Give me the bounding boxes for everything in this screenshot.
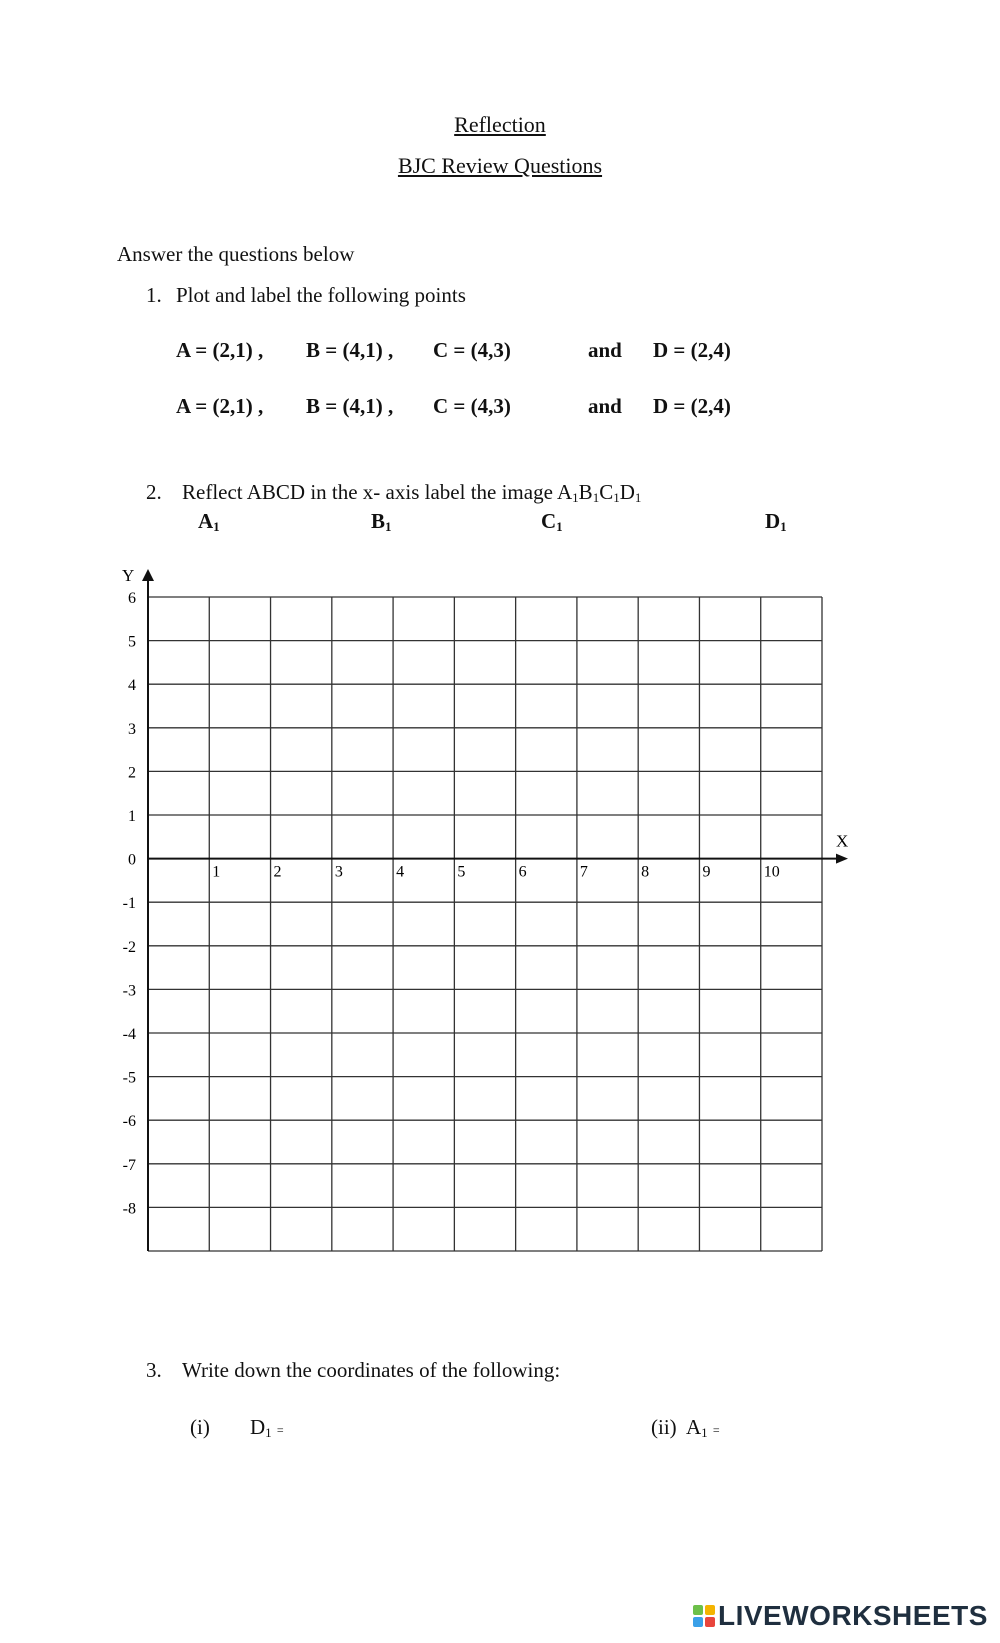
q2-number: 2. [146, 480, 162, 504]
x-tick-label: 9 [702, 863, 711, 881]
q3-number: 3. [146, 1358, 162, 1382]
q1-text: Plot and label the following points [176, 283, 466, 307]
y-tick-label: 2 [128, 764, 136, 782]
q1-row2-point-a: A = (2,1) , [176, 394, 264, 418]
y-tick-label: -2 [122, 938, 136, 956]
x-tick-label: 10 [763, 863, 780, 881]
logo-square-1 [693, 1605, 703, 1615]
y-tick-label: 5 [128, 633, 136, 651]
y-axis-arrow [142, 569, 154, 581]
q2-text: Reflect ABCD in the x- axis label the image $A_1B_1C_1D_1$ [182, 480, 642, 505]
liveworksheets-logo-icon [693, 1605, 715, 1627]
answer-label-b1: $B_1$ [371, 509, 392, 534]
instructions-text: Answer the questions below [117, 242, 355, 266]
x-axis-label: X [836, 831, 849, 851]
q3-text: Write down the coordinates of the following: [182, 1358, 561, 1382]
worksheet-subtitle: BJC Review Questions [397, 153, 603, 178]
y-tick-label: -1 [122, 895, 136, 913]
q1-row1-point-b: B = (4,1) , [306, 338, 394, 362]
y-tick-label: 0 [128, 851, 136, 869]
q3-part-i-label: $D_1$ = [250, 1415, 284, 1440]
q1-row2-point-c: C = (4,3) [433, 394, 511, 418]
x-tick-label: 2 [273, 863, 282, 881]
q1-row1-point-d: D = (2,4) [653, 338, 731, 362]
q1-row2-point-b: B = (4,1) , [306, 394, 394, 418]
x-tick-label: 6 [518, 863, 527, 881]
liveworksheets-brand: LIVEWORKSHEETS [718, 1600, 988, 1631]
x-axis-arrow [836, 854, 848, 864]
q3-part-ii-number: (ii) [651, 1415, 677, 1439]
x-tick-label: 4 [396, 863, 405, 881]
y-tick-label: 4 [128, 677, 136, 695]
q1-row1-point-c: C = (4,3) [433, 338, 511, 362]
y-tick-label: -6 [122, 1113, 136, 1131]
q1-row1-point-a: A = (2,1) , [176, 338, 264, 362]
logo-square-3 [693, 1617, 703, 1627]
x-tick-label: 8 [641, 863, 650, 881]
y-tick-label: -8 [122, 1200, 136, 1218]
y-tick-label: -7 [122, 1156, 136, 1174]
x-tick-label: 1 [212, 863, 221, 881]
q3-part-i-number: (i) [190, 1415, 210, 1439]
grid-lines [148, 597, 822, 1251]
y-tick-label: -5 [122, 1069, 136, 1087]
logo-square-2 [705, 1605, 715, 1615]
q1-row1-and: and [588, 338, 622, 362]
y-tick-label: 1 [128, 808, 136, 825]
y-tick-label: 3 [128, 720, 136, 738]
q1-row2-point-d: D = (2,4) [653, 394, 731, 418]
answer-label-c1: $C_1$ [541, 509, 563, 534]
y-tick-label: -3 [122, 982, 136, 1000]
answer-label-d1: $D_1$ [765, 509, 787, 534]
answer-label-a1: $A_1$ [198, 509, 220, 534]
q3-part-ii-label: $A_1$ = [686, 1415, 720, 1440]
x-tick-label: 3 [334, 863, 343, 881]
x-tick-label: 5 [457, 863, 466, 881]
y-axis-label: Y [122, 566, 135, 585]
worksheet-title: Reflection [454, 112, 546, 137]
axes [142, 569, 848, 1251]
y-tick-label: 6 [128, 590, 136, 607]
logo-square-4 [705, 1617, 715, 1627]
q1-row2-and: and [588, 394, 622, 418]
y-tick-label: -4 [122, 1026, 136, 1043]
q1-number: 1. [146, 283, 162, 307]
x-tick-label: 7 [579, 863, 588, 881]
